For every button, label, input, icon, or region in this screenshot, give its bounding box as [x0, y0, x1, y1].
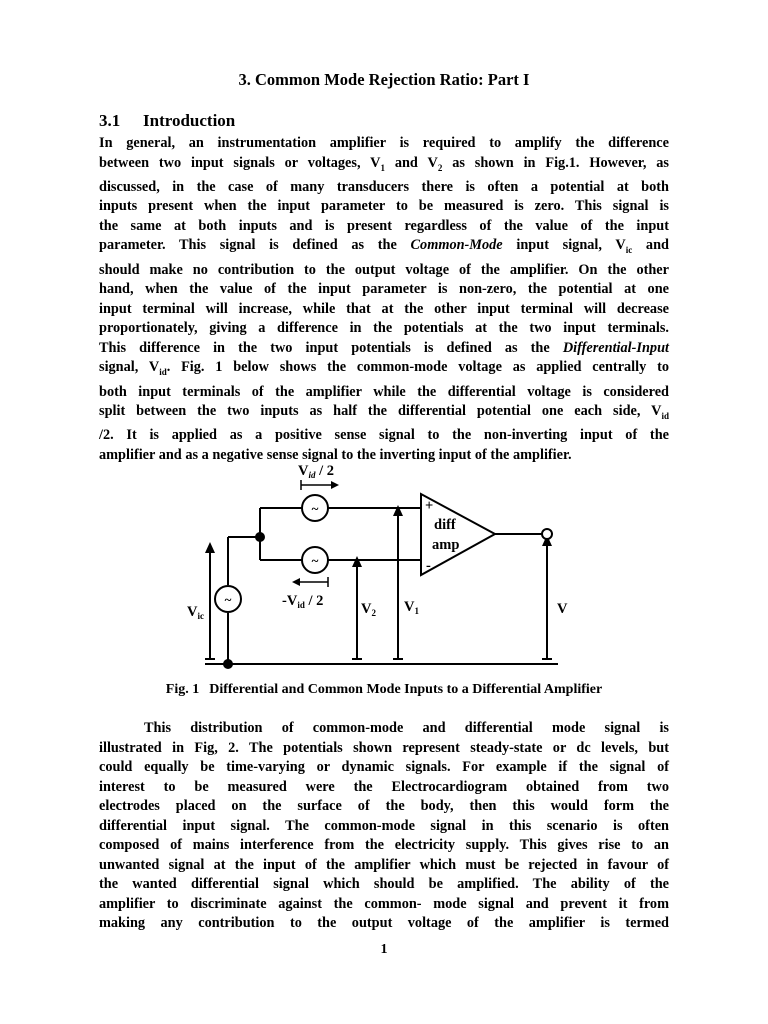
paragraph-introduction — [99, 134, 669, 465]
text-line: inputs present when the input parameter to be measured is zero. This signal is — [99, 198, 669, 215]
tilde-symbol: ~ — [224, 592, 232, 607]
text-line: split between the two inputs as half the differential potential one each side, $V_{id}$ — [99, 403, 669, 421]
text-line: discussed, in the case of many transducers there is often a potential at both — [99, 178, 669, 195]
figure-circuit-diagram — [0, 450, 768, 675]
text-line: amplifier and as a negative sense signal to the inverting input of the amplifier. — [99, 446, 572, 463]
text-line: This difference in the two input potentials is defined as the Differential-Input — [99, 339, 669, 356]
caption-text: Differential and Common Mode Inputs to a Differential Amplifier — [209, 682, 603, 697]
output-terminal — [542, 529, 552, 539]
tilde-symbol: ~ — [311, 501, 319, 516]
text-line: unwanted signal at the input of the amplifier which must be rejected in favour of — [99, 856, 669, 873]
text-line: between two input signals or voltages, $V_1$ and $V_2$ as shown in Fig.1. However, as — [99, 154, 669, 173]
text-line: This distribution of common-mode and differential mode signal is — [144, 720, 669, 736]
text-line: /2. It is applied as a positive sense signal to the non-inverting input of the — [99, 427, 669, 444]
text-line: hand, when the value of the input parameter is non-zero, the potential at one — [99, 281, 669, 298]
text-line: making any contribution to the output voltage of the amplifier is termed — [99, 915, 669, 931]
text-line: could equally be time-varying or dynamic signals. For example if the signal of — [99, 759, 669, 775]
text-line: interest to be measured were the Electrocardiogram obtained from two — [99, 778, 669, 795]
label-vic: $V_{ic}$ — [187, 604, 204, 621]
text-line: composed of mains interference from the electricity supply. This gives rise to an — [99, 837, 669, 853]
section-number: 3.1 — [99, 111, 121, 130]
label-neg-vid-half: $-V_{id} / 2$ — [282, 593, 324, 610]
label-v2: $V_2$ — [361, 601, 376, 618]
text-line: illustrated in Fig, 2. The potentials shown represent steady-state or dc levels, but — [99, 739, 669, 756]
text-line: parameter. This signal is defined as the Common-Mode input signal, $V_{ic}$ and — [99, 237, 669, 256]
text-line: electrodes placed on the surface of the body, then this would form the — [99, 798, 669, 814]
page-title: 3. Common Mode Rejection Ratio: Part I — [238, 70, 530, 89]
amp-label-line2: amp — [432, 537, 460, 553]
section-title: Introduction — [143, 111, 236, 130]
text-line: signal, $V_{id}$. Fig. 1 below shows the common-mode voltage as applied centrally to — [99, 359, 669, 378]
section-heading — [99, 111, 235, 131]
text-line: differential input signal. The common-mode signal in this scenario is often — [99, 817, 669, 834]
figure-caption — [0, 682, 768, 698]
text-line: In general, an instrumentation amplifier is required to amplify the difference — [99, 135, 669, 151]
paragraph-distribution — [99, 719, 669, 934]
text-line: input terminal will increase, while that at the other input terminal will decrease — [99, 300, 669, 317]
text-line: both input terminals of the amplifier while the differential voltage is considered — [99, 383, 669, 400]
caption-label: Fig. 1 — [165, 682, 200, 697]
text-line: should make no contribution to the output voltage of the amplifier. On the other — [99, 261, 669, 278]
text-line: proportionately, giving a difference in the potentials at the two input terminals. — [99, 320, 669, 337]
label-v1: $V_1$ — [404, 599, 419, 616]
page-number: 1 — [380, 942, 388, 957]
text-line: amplifier to discriminate against the common- mode signal and prevent it from — [99, 895, 669, 912]
tilde-symbol: ~ — [311, 553, 319, 568]
minus-sign: - — [426, 558, 431, 574]
amp-label-line1: diff — [434, 517, 456, 533]
text-line: the wanted differential signal which should be amplified. The ability of the — [99, 876, 669, 892]
text-line: the same at both inputs and is present regardless of the value of the input — [99, 217, 669, 234]
plus-sign: + — [425, 498, 434, 514]
label-v-out: V — [557, 601, 568, 617]
label-vid-half: $V_{id} / 2$ — [298, 463, 335, 480]
